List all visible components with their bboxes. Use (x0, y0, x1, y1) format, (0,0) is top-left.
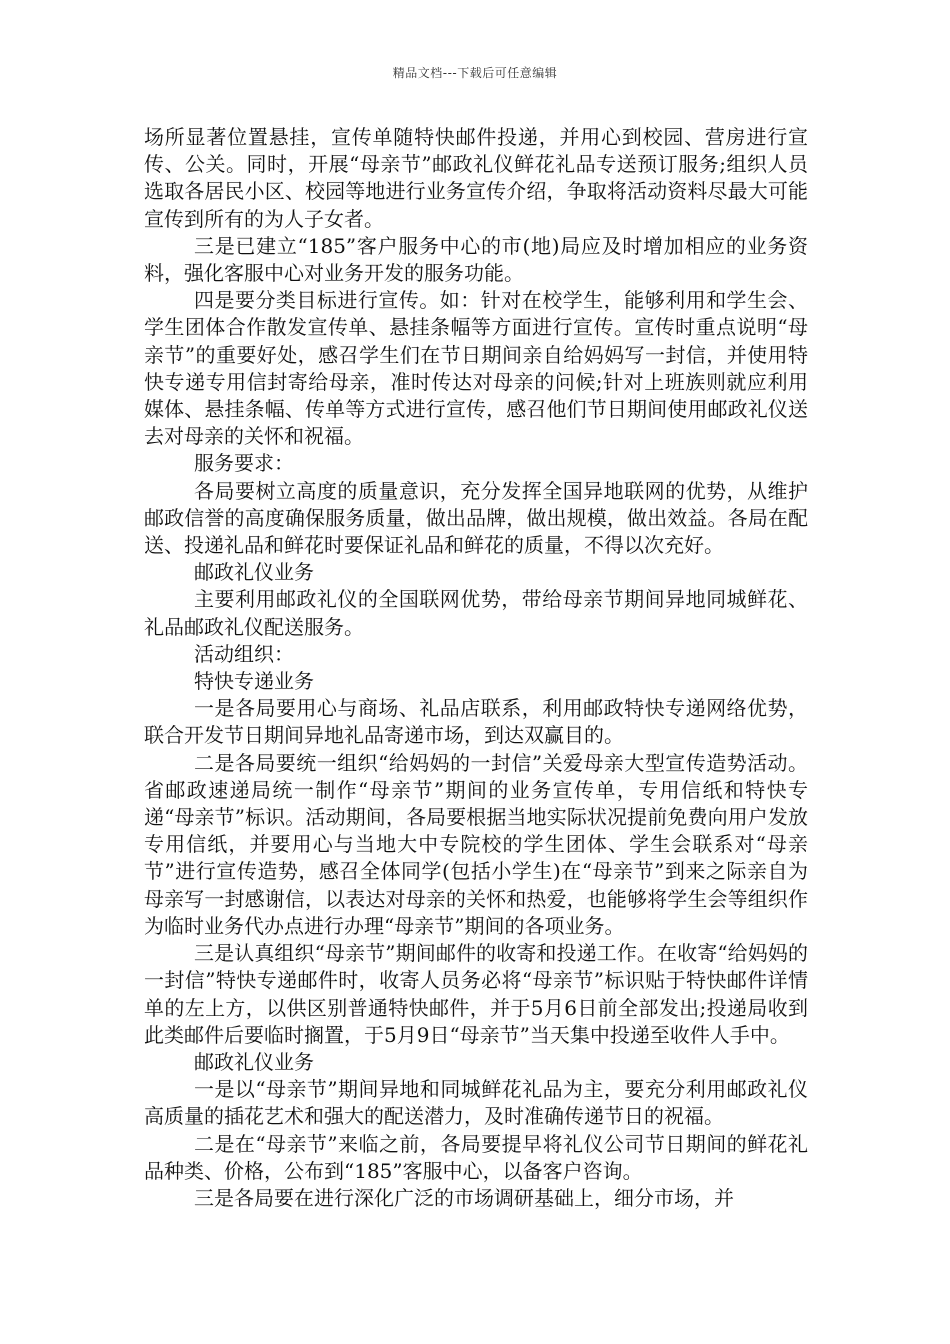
paragraph: 四是要分类目标进行宣传。如：针对在校学生，能够利用和学生会、学生团体合作散发宣传单、悬挂条幅等方面进行宣传。宣传时重点说明“母亲节”的重要好处，感召学生们在节日期间亲自给妈妈写一封信，并使用特快专递专用信封寄给母亲，准时传达对母亲的问候;针对上班族则就应利用媒体、悬挂条幅、传单等方式进行宣传，感召他们节日期间使用邮政礼仪送去对母亲的关怀和祝福。 (144, 288, 808, 449)
section-heading: 服务要求： (194, 451, 294, 476)
section-heading: 邮政礼仪业务 (194, 1049, 314, 1074)
paragraph: 三是认真组织“母亲节”期间邮件的收寄和投递工作。在收寄“给妈妈的一封信”特快专递邮件时，收寄人员务必将“母亲节”标识贴于特快邮件详情单的左上方，以供区别普通特快邮件，并于5月6日前全部发出;投递局收到此类邮件后要临时搁置，于5月9日“母亲节”当天集中投递至收件人手中。 (144, 941, 808, 1047)
paragraph: 一是各局要用心与商场、礼品店联系，利用邮政特快专递网络优势，联合开发节日期间异地礼品寄递市场，到达双赢目的。 (144, 696, 808, 748)
paragraph: 三是各局要在进行深化广泛的市场调研基础上，细分市场，并 (194, 1185, 734, 1210)
paragraph: 三是已建立“185”客户服务中心的市(地)局应及时增加相应的业务资料，强化客服中心对业务开发的服务功能。 (144, 233, 808, 286)
paragraph: 各局要树立高度的质量意识，充分发挥全国异地联网的优势，从维护邮政信誉的高度确保服务质量，做出品牌，做出规模，做出效益。各局在配送、投递礼品和鲜花时要保证礼品和鲜花的质量，不得以次充好。 (144, 478, 808, 558)
paragraph: 一是以“母亲节”期间异地和同城鲜花礼品为主，要充分利用邮政礼仪高质量的插花艺术和强大的配送潜力，及时准确传递节日的祝福。 (144, 1077, 808, 1129)
paragraph: 二是各局要统一组织“给妈妈的一封信”关爱母亲大型宣传造势活动。省邮政速递局统一制作“母亲节”期间的业务宣传单，专用信纸和特快专递“母亲节”标识。活动期间，各局要根据当地实际状况提前免费向用户发放专用信纸，并要用心与当地大中专院校的学生团体、学生会联系对“母亲节”进行宣传造势，感召全体同学(包括小学生)在“母亲节”到来之际亲自为母亲写一封感谢信，以表达对母亲的关怀和热爱，也能够将学生会等组织作为临时业务代办点进行办理“母亲节”期间的各项业务。 (144, 750, 808, 938)
section-heading: 活动组织： (194, 641, 294, 666)
paragraph: 场所显著位置悬挂，宣传单随特快邮件投递，并用心到校园、营房进行宣传、公关。同时，开展“母亲节”邮政礼仪鲜花礼品专送预订服务;组织人员选取各居民小区、校园等地进行业务宣传介绍，争取将活动资料尽最大可能宣传到所有的为人子女者。 (144, 125, 808, 231)
paragraph: 二是在“母亲节”来临之前，各局要提早将礼仪公司节日期间的鲜花礼品种类、价格，公布到“185”客服中心，以备客户咨询。 (144, 1131, 808, 1183)
section-heading: 特快专递业务 (194, 669, 314, 694)
paragraph: 主要利用邮政礼仪的全国联网优势，带给母亲节期间异地同城鲜花、礼品邮政礼仪配送服务。 (144, 587, 808, 639)
section-heading: 邮政礼仪业务 (194, 560, 314, 585)
page-header: 精品文档---下载后可任意编辑 (392, 66, 558, 80)
document-body (144, 124, 808, 1212)
